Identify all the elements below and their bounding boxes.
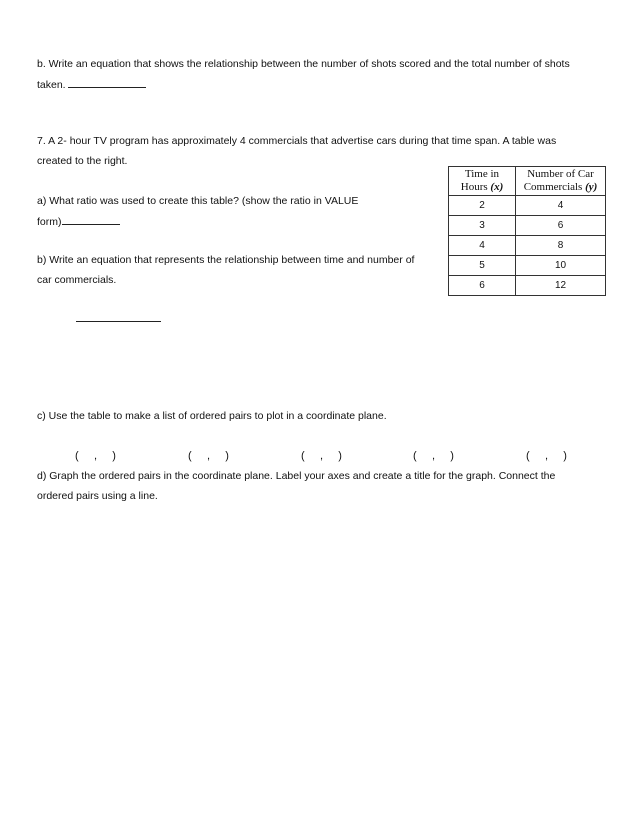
table-cell-x: 6	[449, 276, 516, 296]
q6b-text-line1: b. Write an equation that shows the relationship between the number of shots scored and the total number of shots	[37, 58, 570, 70]
q7c-text: c) Use the table to make a list of ordered pairs to plot in a coordinate plane.	[37, 410, 387, 422]
q6b-answer-blank[interactable]	[68, 77, 146, 88]
time-header-line1: Time in	[464, 168, 500, 180]
table-cell-x: 4	[449, 236, 516, 256]
q6b-taken-label: taken.	[37, 79, 66, 91]
table-row	[449, 236, 606, 256]
table-row	[449, 196, 606, 216]
ordered-pair-blank-1[interactable]: ( , )	[75, 450, 116, 462]
time-header-line2: Hours	[460, 181, 488, 193]
table-row	[449, 256, 606, 276]
time-hours-header	[449, 167, 516, 196]
table-cell-x: 5	[449, 256, 516, 276]
q7-intro-line2: created to the right.	[37, 155, 128, 167]
q7d-text-line1: d) Graph the ordered pairs in the coordinate plane. Label your axes and create a title for the graph. Connect the	[37, 470, 556, 482]
ordered-pair-blank-2[interactable]: ( , )	[188, 450, 229, 462]
q7b-text-line1: b) Write an equation that represents the relationship between time and number of	[37, 254, 415, 266]
x-variable-label: (x)	[490, 181, 504, 193]
ordered-pair-blank-4[interactable]: ( , )	[413, 450, 454, 462]
q7a-text-line2	[37, 214, 120, 229]
table-header-row	[449, 167, 606, 196]
ordered-pair-blank-3[interactable]: ( , )	[301, 450, 342, 462]
q7b-text-line2: car commercials.	[37, 274, 117, 286]
q7d-text-line2: ordered pairs using a line.	[37, 490, 158, 502]
time-commercials-table	[448, 166, 606, 296]
table-row	[449, 216, 606, 236]
table-cell-y: 8	[516, 236, 606, 256]
table-cell-x: 2	[449, 196, 516, 216]
ordered-pair-blank-5[interactable]: ( , )	[526, 450, 567, 462]
table-cell-y: 6	[516, 216, 606, 236]
commercials-header-line2: Commercials	[523, 181, 583, 193]
q6b-text-line2	[37, 77, 146, 92]
commercials-header-line1: Number of Car	[527, 168, 594, 180]
commercials-header	[516, 167, 606, 196]
table-cell-x: 3	[449, 216, 516, 236]
q7a-answer-blank[interactable]	[62, 214, 120, 225]
q7a-text-line1: a) What ratio was used to create this table? (show the ratio in VALUE	[37, 195, 359, 207]
table-cell-y: 4	[516, 196, 606, 216]
q7-intro-line1: 7. A 2- hour TV program has approximately 4 commercials that advertise cars during that time span. A table was	[37, 135, 557, 147]
y-variable-label: (y)	[585, 181, 598, 193]
q7b-answer-blank[interactable]	[76, 321, 161, 322]
table-cell-y: 10	[516, 256, 606, 276]
table-row	[449, 276, 606, 296]
q7a-form-label: form)	[37, 216, 62, 228]
table-cell-y: 12	[516, 276, 606, 296]
